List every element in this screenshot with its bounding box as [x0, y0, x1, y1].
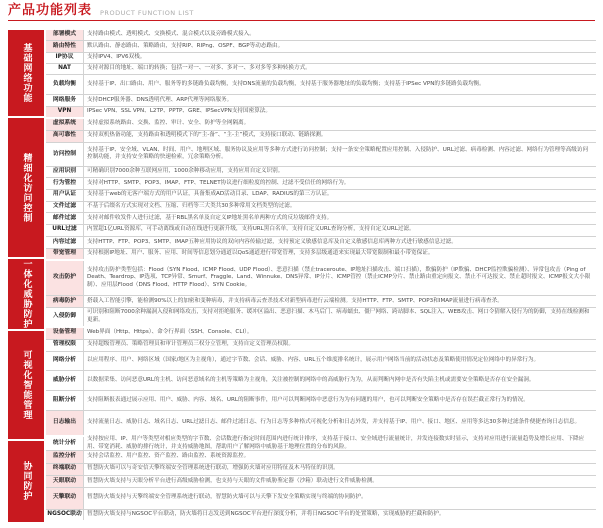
- feature-name: 带宽管理: [46, 249, 84, 259]
- feature-row: [46, 451, 596, 463]
- feature-description: Web界面（Http、Https）、命令行界面（SSH、Console、CLI）。: [87, 329, 253, 336]
- feature-name: URL过滤: [46, 225, 84, 236]
- feature-name: 威胁分析: [46, 371, 84, 390]
- category-text: 精细化访问控制: [21, 152, 32, 223]
- feature-row: [46, 53, 596, 64]
- feature-description: 支持会话监控、用户监控、资产监控、路由监控、系统资源监控。: [87, 453, 250, 460]
- feature-description: 以应用程序、用户、网络区域（国家/地区为主视角），通过字节数、会话、威胁、内容、URL五个维度排名统计，展示用户网络当前的活动状态及策略使用情况定位网络中的异常行为。: [87, 357, 540, 364]
- feature-name: VPN: [46, 107, 84, 117]
- category-label: [8, 441, 44, 522]
- category-text: 可视化智能管理: [21, 350, 32, 421]
- page-header: [8, 2, 194, 18]
- feature-row: [46, 225, 596, 237]
- feature-description: 支持基于IP、出口路由、用户、服务等的多链路负载均衡，支持DNS流量的负载均衡，支持基于服务器地址的负载均衡；支持基于IPSec VPN的多链路负载均衡。: [87, 80, 485, 87]
- feature-description: 支持路由模式、透明模式、交换模式、混合模式以及旁路模式接入。: [87, 31, 255, 38]
- feature-name: 网络服务: [46, 95, 84, 106]
- page-subtitle: PRODUCT FUNCTION LIST: [100, 9, 194, 17]
- feature-description: 智慧防火墙支持与NGSOC平台联动，防火墙将日志发送到NGSOC平台进行深度分析，并将日NGSOC平台的处置策略，实现威胁的拦截和防护。: [87, 511, 445, 518]
- feature-row: [46, 437, 596, 451]
- category-label: [8, 331, 44, 441]
- feature-name: 高可靠性: [46, 131, 84, 142]
- feature-name: 天眼联动: [46, 476, 84, 487]
- feature-name: 终端联动: [46, 464, 84, 475]
- feature-name: 行为管控: [46, 178, 84, 188]
- feature-row: [46, 107, 596, 119]
- feature-description: 支持基于web的无客户端方式的用户认证，具备集成AD活动目录、LDAP、RADIUS的第三方认证。: [87, 191, 333, 198]
- feature-name: 虚拟系统: [46, 119, 84, 130]
- feature-name: 负载均衡: [46, 75, 84, 93]
- feature-row: [46, 352, 596, 371]
- feature-list: [46, 30, 596, 522]
- feature-row: [46, 328, 596, 340]
- header-divider: [8, 20, 595, 21]
- feature-name: 访问控制: [46, 143, 84, 166]
- category-label: [8, 259, 44, 331]
- feature-row: [46, 308, 596, 328]
- feature-row: [46, 237, 596, 249]
- feature-name: 设备管理: [46, 328, 84, 339]
- feature-row: [46, 119, 596, 131]
- feature-name: 用户认证: [46, 190, 84, 201]
- feature-name: 内容过滤: [46, 237, 84, 248]
- feature-description: 内置超1亿URL资源库，可手动离线或自动在线进行更新升级，支持URL黑白名单，支持自定义URL查询分析，支持自定义URL过滤。: [87, 226, 415, 233]
- feature-name: 路由特性: [46, 41, 84, 51]
- feature-row: [46, 131, 596, 143]
- feature-description: 支持对源目的地址、端口的转换；包括一对一、一对多、多对一、多对多等多种转换方式。: [87, 65, 311, 72]
- feature-row: [46, 213, 596, 224]
- feature-name: 部署模式: [46, 30, 84, 40]
- feature-row: [46, 371, 596, 391]
- feature-description: 支持虚拟系统路由、交换、监控、审计、安全、防护等全网隔离。: [87, 120, 250, 127]
- feature-row: [46, 178, 596, 189]
- feature-row: [46, 143, 596, 167]
- feature-row: [46, 411, 596, 438]
- feature-row: [46, 202, 596, 213]
- feature-row: [46, 167, 596, 178]
- category-column: [8, 30, 44, 522]
- feature-name: NAT: [46, 64, 84, 74]
- feature-row: [46, 391, 596, 410]
- feature-name: 天擎联动: [46, 488, 84, 509]
- feature-description: 支持按应用、IP、用户等类型对相应类型的字节数、会话数进行指定时间范围内进行统计排序，支持基于接口、安全域进行流量统计，并发连接数实时显示，支持对应用进行流量趋势及增长应用、下降应用、带宽消耗、威胁的排行统计，并支持威胁地图，帮助用户了解网络中威胁基于地理位置的分布的风险。: [87, 436, 585, 450]
- feature-row: [46, 30, 596, 41]
- feature-description: 支持流量日志、威胁日志、域名日志、URL过滤日志、邮件过滤日志、行为日志等多种格式可视化分析和日志外发，并支持基于IP、用户、接口、地区、应用等多达30多种过滤条件便捷查询日志信息。: [87, 419, 581, 426]
- feature-description: 支持对邮件收发件人进行过滤，基于RBL黑名单及自定义IP地址黑名单两种方式的反垃圾邮件支持。: [87, 214, 333, 221]
- feature-row: [46, 340, 596, 352]
- function-table: [8, 30, 596, 522]
- category-text: 基础网络功能: [21, 42, 32, 103]
- feature-description: 支持双机热备功能，支持路由和透明模式下的“主-备”、“主-主”模式，支持接口联动、链路探测。: [87, 132, 327, 139]
- category-text: 一体化威胁防护: [21, 259, 32, 330]
- feature-description: 搭载入工智能引擎，能检测90%以上的加密和变种病毒，并支持病毒云查杀技术对新型病毒进行云端检测。支持HTTP、FTP、SMTP、POP3和IMAP流量进行病毒查杀。: [87, 297, 503, 304]
- category-label: [8, 30, 44, 118]
- feature-description: 默认路由、静态路由、策略路由，支持RIP、RIPng、OSPF、BGP等动态路由。: [87, 42, 284, 49]
- feature-row: [46, 41, 596, 52]
- feature-name: 监控分析: [46, 451, 84, 462]
- feature-description: 支持DHCP服务器、DNS透明代理、ARP代理等网络服务。: [87, 96, 233, 103]
- feature-row: [46, 261, 596, 296]
- feature-description: 支持对HTTP、SMTP、POP3、IMAP、FTP、TELNET协议进行细粒度的控制、过滤不受信任的网络行为。: [87, 179, 350, 186]
- feature-description: 智慧防火墙可以与奇安信天擎终端安全管理系统进行联动，增强防火墙对应用特征及木马特征的识别。: [87, 465, 339, 472]
- feature-description: 支持超级管理员、策略管理员和审计管理员三权分立管理，支持自定义管理员权限。: [87, 341, 294, 348]
- feature-name: IP协议: [46, 53, 84, 63]
- feature-name: 邮件过滤: [46, 213, 84, 223]
- feature-description: 支持根据IP地址、用户、服务、应用、时间等信息划分通道以QoS通道进行带宽管理，支持多层级通道来实现最大带宽限制和最小带宽保证。: [87, 250, 434, 257]
- feature-row: [46, 64, 596, 75]
- feature-name: 管理权限: [46, 340, 84, 351]
- feature-name: 攻击防护: [46, 261, 84, 295]
- feature-description: 智慧防火墙支持与天眼分析平台进行高级威胁检测，也支持与天眼的文件威胁鉴定器（沙箱）联动进行文件威胁检测。: [87, 477, 378, 484]
- feature-row: [46, 476, 596, 488]
- feature-name: 统计分析: [46, 437, 84, 450]
- feature-description: 支持HTTP、FTP、POP3、SMTP、IMAP五种应用协议的双向内容传输过滤，支持预定义敏感信息库及自定义敏感信息库两种方式进行敏感信息过滤。: [87, 238, 457, 245]
- feature-name: NGSOC联动: [46, 510, 84, 520]
- feature-row: [46, 464, 596, 476]
- page-title: 产品功能列表: [8, 3, 93, 18]
- feature-name: 应用识别: [46, 167, 84, 177]
- feature-name: 阻断分析: [46, 391, 84, 409]
- feature-row: [46, 249, 596, 261]
- category-text: 协同防护: [21, 461, 32, 502]
- feature-row: [46, 296, 596, 308]
- feature-name: 入侵防御: [46, 308, 84, 326]
- feature-row: [46, 190, 596, 202]
- feature-description: 支持基于IP、安全域、VLAN、时间、用户、地理区域、服务协议及应用等多种方式进行访问控制；支持一条安全策略配置应用控制、入侵防护、URL过滤、病毒检测、内容过滤、网络行为管理等高级访问控制功能，并支持安全策略的快速检索，冗余策略分析。: [87, 146, 589, 161]
- feature-name: 网络分析: [46, 352, 84, 370]
- feature-description: 可精确识别7000余种互联网应用，1000余种移动应用，支持应用自定义识别。: [87, 168, 284, 175]
- feature-description: 支持IPV4、IPV6双栈。: [87, 54, 146, 61]
- feature-description: 不基于后缀名方式实现对文档、压缩、归档等三大类共30多种常用文档类型的过滤。: [87, 203, 296, 210]
- feature-description: 以数据采集、访问恶意URL的主机、访问恶意域名的主机等策略为主视角，关注被控制的网络中的高威胁行为为，从而判断内网中是否有失陷主机或需要安全策略是否存在安全漏洞。: [87, 376, 535, 383]
- feature-row: [46, 488, 596, 510]
- feature-row: [46, 510, 596, 522]
- category-label: [8, 118, 44, 260]
- feature-name: 文件过滤: [46, 202, 84, 212]
- feature-description: 支持攻击防护类型包括：Flood（SYN Flood、ICMP Flood、UDP Flood）、恶意扫描（禁止traceroute、IP地址扫描攻击、端口扫描），欺骗防护（IP欺骗、DHCP监控欺骗检测）、异常包攻击（Ping of Death、Teardrop、IP选项、TCP异常、Smurf、Fraggle、Land、Winnuke、DNS异常、IP分片、ICMP管控（禁止ICMP分片、禁止路由重定向报文、禁止不可达报文、禁止超时报文、ICMP报文大小限制）、应用层Flood（DNS Flood、HTTP Flood）、SYN Cookie。: [87, 266, 591, 288]
- feature-description: 可识别和阻断7000余种漏洞入侵和网络攻击，支持对拒绝服务、缓冲区溢出、恶意扫描、木马后门、病毒蠕虫、僵尸网络、跨站脚本、SQL注入、WEB攻击、网口令猜解入侵行为的防御，支持在线检测和更新。: [87, 309, 590, 323]
- feature-description: 智慧防火墙支持与天擎终端安全管理系统进行联动，智慧防火墙可以与天擎下发安全策略实现与终端的协同防护。: [87, 494, 367, 501]
- feature-name: 病毒防护: [46, 296, 84, 307]
- feature-description: IPSec VPN、SSL VPN、L2TP、PPTP、GRE、IPSecVPN支持国密算法。: [87, 107, 271, 114]
- feature-name: 日志输出: [46, 411, 84, 436]
- feature-row: [46, 95, 596, 107]
- feature-row: [46, 75, 596, 94]
- feature-description: 支持阻断报表通过展示应用、用户、威胁、内容、域名、URL的阻断事件，用户可以判断网络中恶意行为为有问题的用户，也可以判断安全策略中是否存在误拦截正常行为的情况。: [87, 396, 529, 403]
